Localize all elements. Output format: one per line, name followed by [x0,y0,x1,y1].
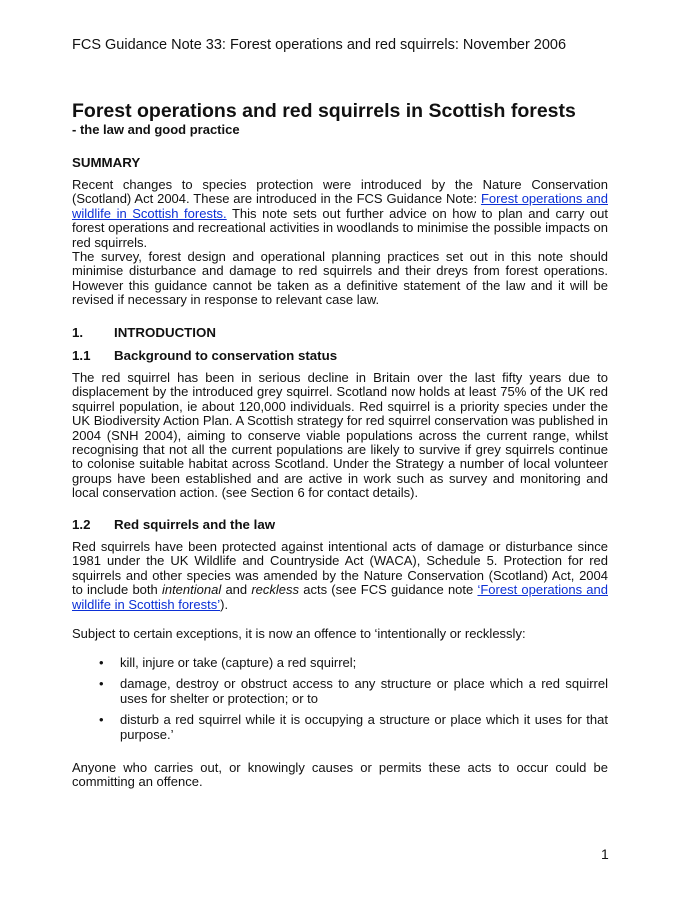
summary-paragraph-1: Recent changes to species protection were introduced by the Nature Conservation (Scotland) Act 2004. These are introduced in the FCS Guidance Note: Forest operations and wildlife in Scottish forests. This note sets out further advice on how to plan and carry out forest operations and recreational activities in woodlands to minimise the possible impacts on red squirrels. [72,177,608,250]
summary-heading: SUMMARY [72,155,141,170]
bullet-icon: • [99,655,104,670]
page-number: 1 [601,846,609,862]
list-item: • kill, injure or take (capture) a red squirrel; [99,655,357,670]
section-1-1-heading: 1.1 Background to conservation status [72,348,338,363]
document-subtitle: - the law and good practice [72,122,240,137]
summary-paragraph-2: The survey, forest design and operational planning practices set out in this note should minimise disturbance and damage to red squirrels and their dreys from forest operations. However this guidance cannot be taken as a definitive statement of the law and it will be revised if necessary in response to relevant case law. [72,249,608,308]
section-number: 1. [72,325,84,340]
section-number: 1.2 [72,517,91,532]
bullet-icon: • [99,676,104,692]
section-1-1-paragraph: The red squirrel has been in serious decline in Britain over the last fifty years due to displacement by the introduced grey squirrel. Scotland now holds at least 75% of the UK red squirrel population, ie about 120,000 individuals. Red squirrel is a priority species under the UK Biodiversity Action Plan. A Scottish strategy for red squirrel conservation was published in 2004 (SNH 2004), aiming to conserve viable populations across the current range, whilst recognising that not all the current populations are likely to survive if grey squirrels continue to colonise suitable habitat across Scotland. Under the Strategy a number of local volunteer groups have been established and are active in work such as survey and monitoring and local conservation action. (see Section 6 for contact details). [72,370,608,501]
forest-operations-wildlife-link[interactable]: Forest operations and wildlife in Scottish forests. [72,191,608,221]
running-header: FCS Guidance Note 33: Forest operations and red squirrels: November 2006 [72,37,567,53]
section-1-heading: 1. INTRODUCTION [72,325,216,340]
section-1-2-paragraph-3: Anyone who carries out, or knowingly causes or permits these acts to occur could be committing an offence. [72,760,608,790]
section-1-2-heading: 1.2 Red squirrels and the law [72,517,276,532]
section-1-2-paragraph-1: Red squirrels have been protected against intentional acts of damage or disturbance since 1981 under the UK Wildlife and Countryside Act (WACA), Schedule 5. Protection for red squirrels and other species was amended by the Nature Conservation (Scotland) Act, 2004 to include both intentional and reckless acts (see FCS guidance note ‘Forest operations and wildlife in Scottish forests’). [72,539,608,612]
forest-operations-wildlife-guidance-link[interactable]: ‘Forest operations and wildlife in Scottish forests’ [72,582,608,612]
list-item: • damage, destroy or obstruct access to any structure or place which a red squirrel uses for shelter or protection; or to [99,676,608,706]
bullet-icon: • [99,712,104,728]
section-1-2-paragraph-2: Subject to certain exceptions, it is now an offence to ‘intentionally or recklessly: [72,626,526,641]
list-item: • disturb a red squirrel while it is occupying a structure or place which it uses for that purpose.’ [99,712,608,742]
section-number: 1.1 [72,348,91,363]
offence-list [72,656,608,749]
document-title: Forest operations and red squirrels in Scottish forests [72,100,576,122]
